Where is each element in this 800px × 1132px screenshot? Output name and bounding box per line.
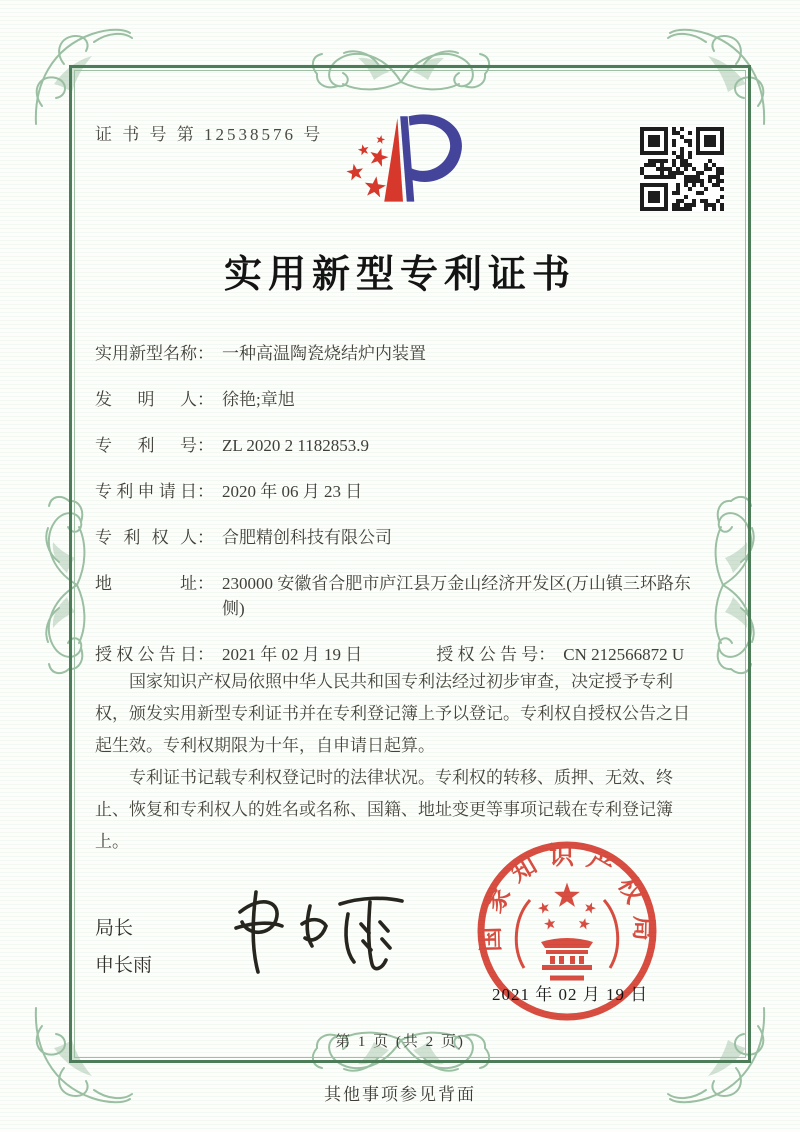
field-row-inventor bbox=[95, 387, 707, 412]
field-label: 实用新型名称 bbox=[95, 344, 197, 363]
signatory-block bbox=[95, 910, 152, 984]
colon: ： bbox=[197, 390, 214, 409]
seal-text: 国家知识产权局 bbox=[477, 843, 657, 953]
field-value: 合肥精创科技有限公司 bbox=[222, 528, 392, 547]
cnipa-logo-icon bbox=[328, 104, 478, 226]
colon: ： bbox=[197, 436, 214, 455]
back-note: 其他事项参见背面 bbox=[324, 1085, 476, 1104]
cnipa-official-seal-icon bbox=[462, 838, 672, 1028]
field-label: 发明人 bbox=[95, 390, 197, 409]
field-row-patentee bbox=[95, 525, 707, 550]
signatory-name: 申长雨 bbox=[95, 955, 153, 976]
corner-flourish-top-left-icon bbox=[24, 20, 136, 132]
field-label: 专利申请日 bbox=[95, 482, 197, 501]
seal-date: 2021 年 02 月 19 日 bbox=[492, 985, 649, 1004]
field-value: ZL 2020 2 1182853.9 bbox=[222, 436, 370, 455]
field-value: 2021 年 02 月 19 日 bbox=[222, 645, 363, 664]
certificate-title: 实用新型专利证书 bbox=[223, 254, 576, 296]
legal-paragraph: 国家知识产权局依照中华人民共和国专利法经过初步审查，决定授予专利权，颁发实用新型专利证书并在专利登记簿上予以登记。专利权自授权公告之日起生效。专利权期限为十年，自申请日起算。 bbox=[95, 672, 690, 755]
field-label: 授权公告号 bbox=[436, 645, 539, 664]
colon: ： bbox=[538, 645, 556, 664]
field-value: 230000 安徽省合肥市庐江县万金山经济开发区(万山镇三环路东侧) bbox=[222, 574, 691, 618]
colon: ： bbox=[197, 482, 214, 501]
colon: ： bbox=[197, 344, 214, 363]
qr-code bbox=[640, 127, 724, 211]
corner-flourish-top-right-icon bbox=[664, 20, 776, 132]
colon: ： bbox=[197, 574, 214, 593]
field-value: CN 212566872 U bbox=[563, 645, 685, 664]
field-value: 徐艳;章旭 bbox=[222, 390, 295, 409]
border-flourish-left-icon bbox=[31, 470, 89, 700]
field-label: 地址 bbox=[95, 574, 197, 593]
field-value: 一种高温陶瓷烧结炉内装置 bbox=[222, 344, 426, 363]
field-label: 专利号 bbox=[95, 436, 197, 455]
grant-row bbox=[95, 642, 707, 667]
field-label: 专利权人 bbox=[95, 528, 197, 547]
border-flourish-right-icon bbox=[711, 470, 769, 700]
field-row-name bbox=[95, 341, 707, 366]
field-row-patent-number bbox=[95, 433, 707, 458]
field-label: 授权公告日 bbox=[95, 645, 197, 664]
grant-date-pair bbox=[95, 642, 362, 667]
legal-paragraph: 专利证书记载专利权登记时的法律状况。专利权的转移、质押、无效、终止、恢复和专利权人的姓名或名称、国籍、地址变更等事项记载在专利登记簿上。 bbox=[95, 768, 673, 851]
field-value: 2020 年 06 月 23 日 bbox=[222, 482, 363, 501]
page-number: 第 1 页 (共 2 页) bbox=[335, 1034, 465, 1050]
commissioner-signature-icon bbox=[222, 872, 422, 987]
border-flourish-top-icon bbox=[286, 36, 516, 94]
legal-text bbox=[95, 666, 703, 858]
colon: ： bbox=[197, 528, 214, 547]
fields-section bbox=[95, 341, 707, 667]
grant-number-pair bbox=[436, 642, 684, 667]
field-row-address bbox=[95, 571, 707, 621]
colon: ： bbox=[197, 645, 214, 664]
certificate-number: 证 书 号 第 12538576 号 bbox=[95, 125, 324, 144]
field-row-filing-date bbox=[95, 479, 707, 504]
signatory-title: 局长 bbox=[95, 918, 134, 939]
